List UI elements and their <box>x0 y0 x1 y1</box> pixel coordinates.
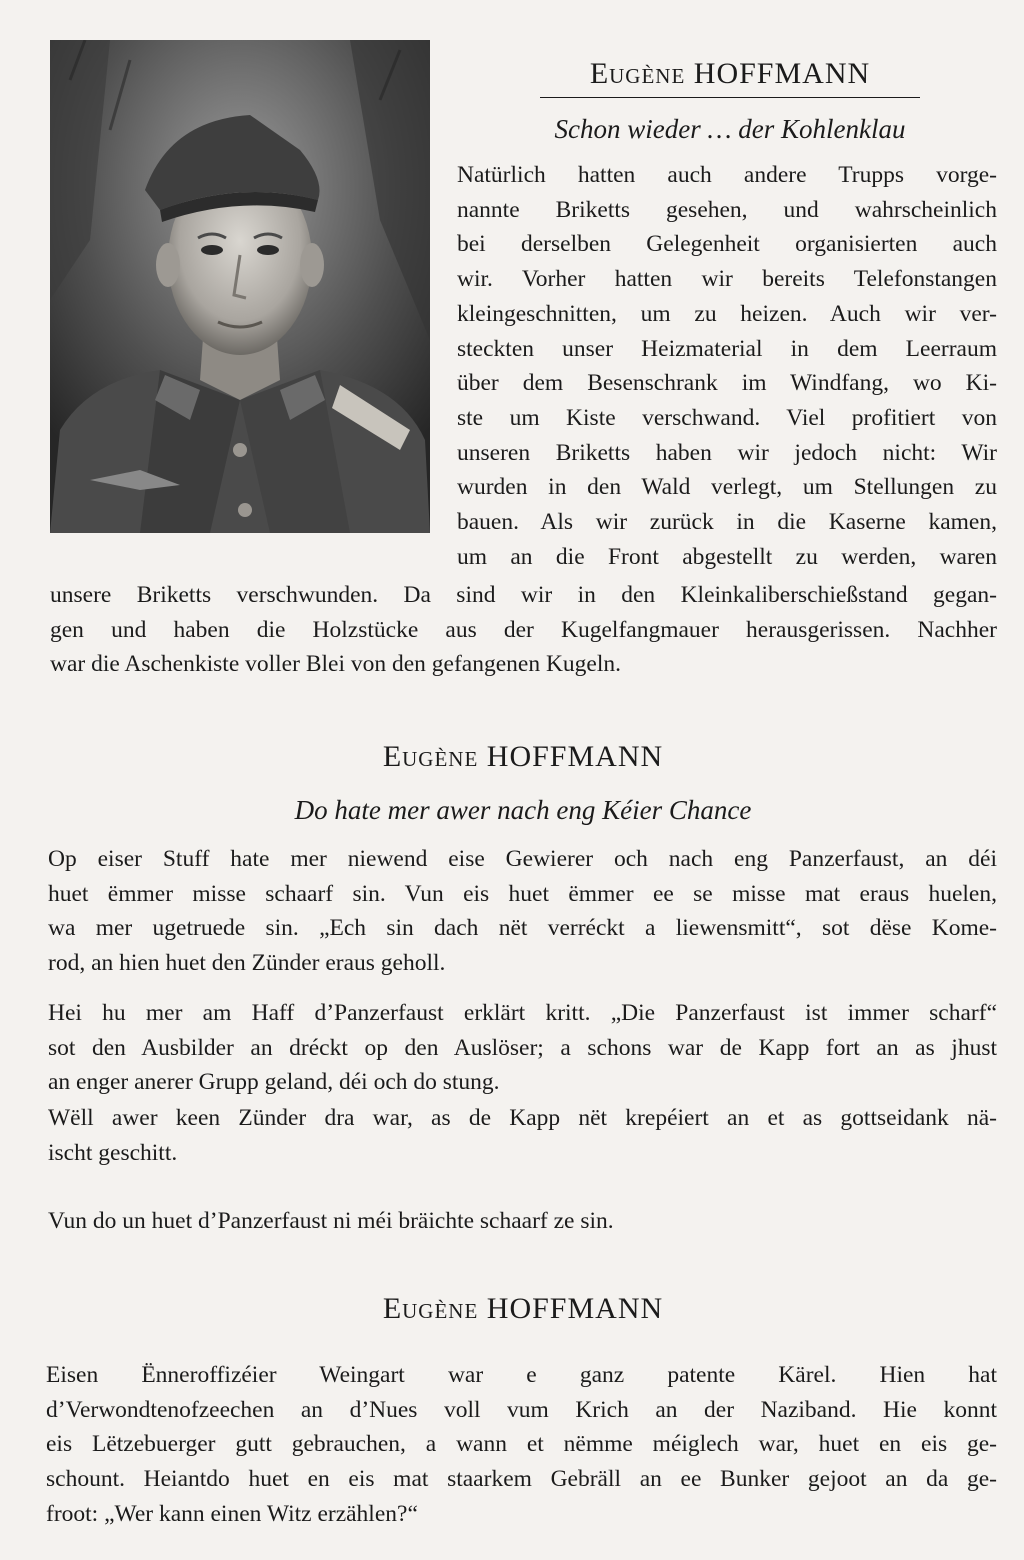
section1-author-heading <box>540 59 920 89</box>
section1-text-narrow <box>457 158 997 574</box>
text-line: um an die Front abgestellt zu werden, waren <box>457 543 997 570</box>
section1-text-wide <box>50 578 997 682</box>
text-line: eis Lëtzebuerger gutt gebrauchen, a wann et nëmme méiglech war, huet en eis ge- <box>46 1431 997 1458</box>
section3-author-heading <box>330 1294 716 1324</box>
section1-author: Eugène HOFFMANN <box>589 57 871 90</box>
text-line: nannte Briketts gesehen, und wahrscheinlich <box>457 196 997 223</box>
text-line: gen und haben die Holzstücke aus der Kugelfangmauer herausgerissen. Nachher <box>50 616 997 643</box>
text-line: über dem Besenschrank im Windfang, wo Ki- <box>457 370 997 397</box>
text-line: Natürlich hatten auch andere Trupps vorge- <box>457 162 997 188</box>
text-line: bauen. Als wir zurück in die Kaserne kamen, <box>457 509 997 536</box>
soldier-portrait-photo <box>50 40 430 533</box>
section1-heading-rule <box>540 97 920 98</box>
section2-para2 <box>48 996 997 1100</box>
text-line: schount. Heiantdo huet en eis mat staarkem Gebräll an ee Bunker gejoot an da ge- <box>46 1466 997 1493</box>
text-line: huet ëmmer misse schaarf sin. Vun eis huet ëmmer ee se misse mat eraus huelen, <box>48 880 997 907</box>
text-line: d’Verwondtenofzeechen an d’Nues voll vum Krich an der Naziband. Hie konnt <box>46 1396 997 1423</box>
text-line: an enger anerer Grupp geland, déi och do stung. <box>48 1069 500 1096</box>
text-line: Op eiser Stuff hate mer niewend eise Gewierer och nach eng Panzerfaust, an déi <box>48 846 997 872</box>
text-line: froot: „Wer kann einen Witz erzählen?“ <box>46 1500 418 1527</box>
text-line: Hei hu mer am Haff d’Panzerfaust erklärt kritt. „Die Panzerfaust ist immer scharf“ <box>48 1000 997 1026</box>
text-line: Vun do un huet d’Panzerfaust ni méi bräichte schaarf ze sin. <box>48 1208 614 1234</box>
text-line: steckten unser Heizmaterial in dem Leerraum <box>457 335 997 362</box>
text-line: kleingeschnitten, um zu heizen. Auch wir ver- <box>457 300 997 327</box>
section2-author: Eugène HOFFMANN <box>382 740 664 773</box>
section2-para3 <box>48 1101 997 1170</box>
section2-title: Do hate mer awer nach eng Kéier Chance <box>294 795 752 825</box>
text-line: Wëll awer keen Zünder dra war, as de Kapp nët krepéiert an et as gottseidank nä- <box>48 1105 997 1131</box>
text-line: unseren Briketts haben wir jedoch nicht: Wir <box>457 439 997 466</box>
section3-author: Eugène HOFFMANN <box>382 1292 664 1325</box>
text-line: wurden in den Wald verlegt, um Stellungen zu <box>457 474 997 501</box>
text-line: sot den Ausbilder an dréckt op den Auslöser; a schons war de Kapp fort an as jhust <box>48 1034 997 1061</box>
section2-author-heading <box>330 742 716 772</box>
text-line: rod, an hien huet den Zünder eraus geholl. <box>48 950 446 977</box>
text-line: ischt geschitt. <box>48 1139 178 1166</box>
text-line: unsere Briketts verschwunden. Da sind wir in den Kleinkaliberschießstand gegan- <box>50 582 997 608</box>
text-line: wa mer ugetruede sin. „Ech sin dach nët verréckt a liewensmitt“, sot dëse Kome- <box>48 915 997 942</box>
section1-title: Schon wieder … der Kohlenklau <box>554 114 906 144</box>
section3-text <box>46 1358 997 1532</box>
section2-para1 <box>48 842 997 981</box>
text-line: ste um Kiste verschwand. Viel profitiert von <box>457 404 997 431</box>
section2-para4 <box>48 1204 997 1239</box>
text-line: war die Aschenkiste voller Blei von den gefangenen Kugeln. <box>50 651 622 678</box>
text-line: bei derselben Gelegenheit organisierten auch <box>457 231 997 258</box>
text-line: wir. Vorher hatten wir bereits Telefonstangen <box>457 266 997 293</box>
text-line: Eisen Ënneroffizéier Weingart war e ganz patente Kärel. Hien hat <box>46 1362 997 1388</box>
